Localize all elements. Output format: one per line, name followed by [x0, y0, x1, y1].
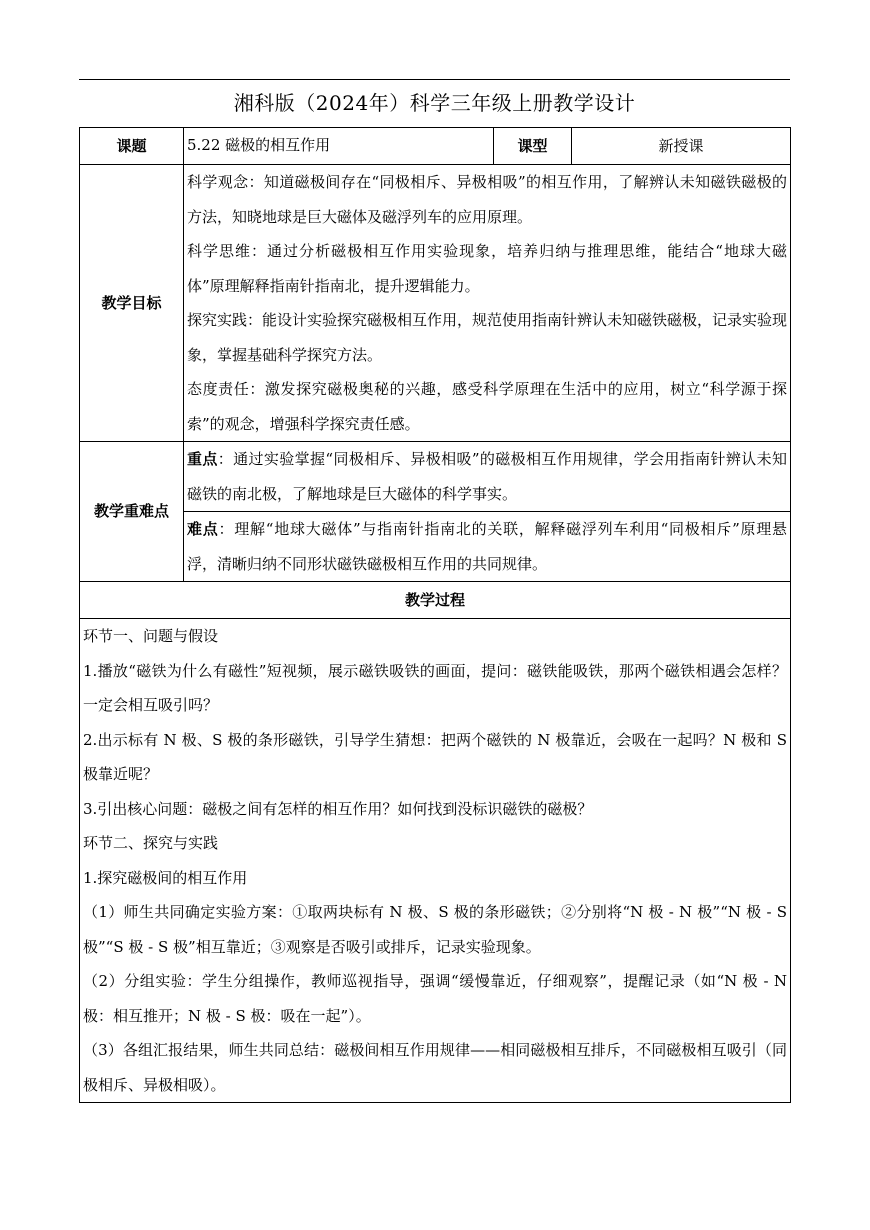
goal-item-practice: 探究实践：能设计实验探究磁极相互作用，规范使用指南针辨认未知磁铁磁极，记录实验现象，掌握基础科学探究方法。 [187, 311, 788, 364]
topic-row [80, 128, 791, 165]
process-line-sub1: 1.探究磁极间的相互作用 [83, 868, 248, 887]
document-title: 湘科版（2024年）科学三年级上册教学设计 [233, 91, 636, 115]
key-point-cell [184, 442, 791, 512]
hard-point-label: 难点 [187, 520, 219, 538]
process-line-3: 3.引出核心问题：磁极之间有怎样的相互作用？如何找到没标识磁铁的磁极？ [83, 799, 593, 818]
key-point-row [80, 442, 791, 512]
hard-point-row [80, 512, 791, 582]
process-heading: 教学过程 [80, 582, 791, 619]
lesson-design-table [79, 127, 791, 1103]
process-line-2: 2.出示标有 N 极、S 极的条形磁铁，引导学生猜想：把两个磁铁的 N 极靠近，会吸在一起吗？N 极和 S 极靠近呢？ [83, 730, 787, 783]
topic-value: 5.22 磁极的相互作用 [184, 128, 494, 165]
type-label: 课型 [494, 128, 572, 165]
goals-row [80, 165, 791, 442]
top-rule [79, 79, 790, 80]
hard-point-text [187, 512, 787, 581]
key-point-text [187, 442, 787, 511]
hard-point-cell [184, 512, 791, 582]
process-line-1: 1.播放“磁铁为什么有磁性”短视频，展示磁铁吸铁的画面，提问：磁铁能吸铁，那两个磁铁相遇会怎样？一定会相互吸引吗？ [83, 661, 787, 714]
topic-label: 课题 [80, 128, 184, 165]
goal-item-thinking: 科学思维：通过分析磁极相互作用实验现象，培养归纳与推理思维，能结合“地球大磁体”原理解释指南针指南北，提升逻辑能力。 [187, 242, 787, 295]
process-line-step3: （3）各组汇报结果，师生共同总结：磁极间相互作用规律——相同磁极相互排斥，不同磁极相互吸引（同极相斥、异极相吸）。 [83, 1041, 787, 1094]
type-value: 新授课 [572, 128, 791, 165]
process-line-step2: （2）分组实验：学生分组操作，教师巡视指导，强调“缓慢靠近，仔细观察”，提醒记录（如“N 极 - N 极：相互推开；N 极 - S 极：吸在一起”）。 [83, 972, 787, 1025]
goal-item-concept: 科学观念：知道磁极间存在“同极相斥、异极相吸”的相互作用，了解辨认未知磁铁磁极的方法，知晓地球是巨大磁体及磁浮列车的应用原理。 [187, 173, 787, 226]
goals-content [184, 165, 791, 442]
key-point-body: ：通过实验掌握“同极相斥、异极相吸”的磁极相互作用规律，学会用指南针辨认未知磁铁的南北极，了解地球是巨大磁体的科学事实。 [187, 450, 787, 503]
goals-label: 教学目标 [80, 165, 184, 442]
goal-item-attitude: 态度责任：激发探究磁极奥秘的兴趣，感受科学原理在生活中的应用，树立“科学源于探索”的观念，增强科学探究责任感。 [187, 380, 787, 433]
keypoints-label: 教学重难点 [80, 442, 184, 582]
process-heading-row [80, 582, 791, 619]
process-content [80, 619, 791, 1103]
process-line-stage2: 环节二、探究与实践 [83, 834, 219, 852]
hard-point-body: ：理解“地球大磁体”与指南针指南北的关联，解释磁浮列车利用“同极相斥”原理悬浮，清晰归纳不同形状磁铁磁极相互作用的共同规律。 [187, 520, 787, 573]
process-line-stage1: 环节一、问题与假设 [83, 627, 219, 645]
process-content-row [80, 619, 791, 1103]
key-point-label: 重点 [187, 450, 218, 468]
process-line-step1: （1）师生共同确定实验方案：①取两块标有 N 极、S 极的条形磁铁；②分别将“N 极 - N 极”“N 极 - S 极”“S 极 - S 极”相互靠近；③观察是否吸引或排斥，记录实验现象。 [83, 903, 787, 956]
